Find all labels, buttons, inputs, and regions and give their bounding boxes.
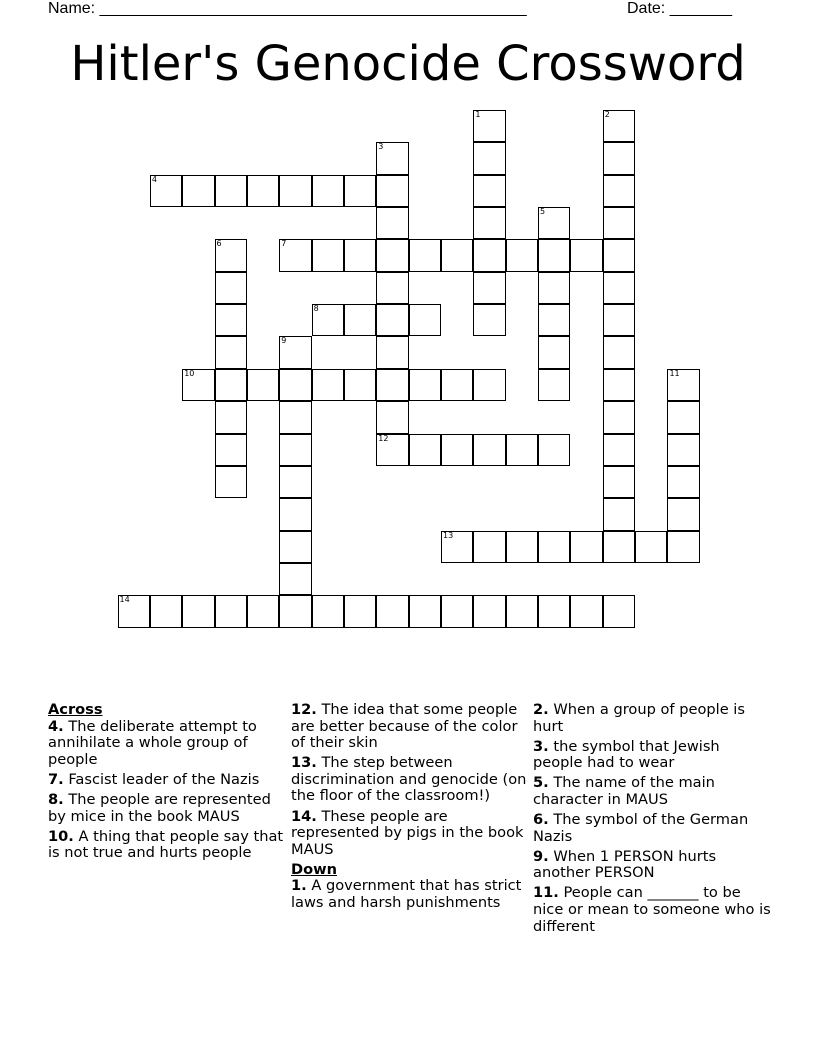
grid-cell[interactable] [376, 272, 408, 304]
cell-number: 10 [184, 368, 195, 378]
cell-number: 13 [443, 530, 454, 540]
clue-down-3: 3. the symbol that Jewish people had to wear [533, 737, 720, 772]
grid-cell[interactable] [538, 272, 570, 304]
grid-cell[interactable] [603, 110, 635, 142]
cell-number: 1 [475, 110, 481, 119]
grid-cell[interactable] [473, 110, 505, 142]
grid-cell[interactable] [603, 369, 635, 401]
cell-number: 5 [540, 207, 546, 217]
grid-cell[interactable] [376, 142, 408, 174]
clue-across-7: 7. Fascist leader of the Nazis [48, 770, 260, 788]
cell-number: 4 [151, 174, 157, 184]
grid-cell[interactable] [667, 401, 699, 433]
grid-cell[interactable] [603, 531, 635, 563]
grid-cell[interactable] [215, 595, 247, 627]
grid-cell[interactable] [376, 595, 408, 627]
grid-cell[interactable] [344, 369, 376, 401]
grid-cell[interactable] [376, 239, 408, 271]
grid-cell[interactable] [473, 434, 505, 466]
grid-cell[interactable] [667, 498, 699, 530]
grid-cell[interactable] [473, 369, 505, 401]
clue-column-2 [291, 702, 529, 915]
grid-cell[interactable] [570, 239, 602, 271]
cell-number: 7 [281, 239, 287, 249]
clue-down-1: 1. A government that has strict laws and harsh punishments [291, 877, 522, 912]
grid-cell[interactable] [279, 239, 311, 271]
grid-cell[interactable] [312, 239, 344, 271]
grid-cell[interactable] [215, 304, 247, 336]
grid-cell[interactable] [344, 595, 376, 627]
grid-cell[interactable] [312, 304, 344, 336]
grid-cell[interactable] [247, 175, 279, 207]
grid-cell[interactable] [312, 369, 344, 401]
grid-cell[interactable] [182, 369, 214, 401]
grid-cell[interactable] [538, 369, 570, 401]
clue-across-14: 14. These people are represented by pigs in the book MAUS [291, 807, 524, 858]
grid-cell[interactable] [215, 434, 247, 466]
grid-cell[interactable] [279, 498, 311, 530]
grid-cell[interactable] [344, 239, 376, 271]
cell-number: 8 [313, 304, 319, 314]
grid-cell[interactable] [538, 595, 570, 627]
grid-cell[interactable] [506, 595, 538, 627]
grid-cell[interactable] [441, 369, 473, 401]
grid-cell[interactable] [279, 336, 311, 368]
grid-cell[interactable] [376, 369, 408, 401]
grid-cell[interactable] [182, 175, 214, 207]
grid-cell[interactable] [441, 595, 473, 627]
grid-cell[interactable] [118, 595, 150, 627]
grid-cell[interactable] [635, 531, 667, 563]
cell-number: 9 [281, 336, 287, 346]
grid-cell[interactable] [538, 336, 570, 368]
grid-cell[interactable] [376, 304, 408, 336]
grid-cell[interactable] [473, 595, 505, 627]
grid-cell[interactable] [215, 466, 247, 498]
grid-cell[interactable] [538, 531, 570, 563]
clue-down-9: 9. When 1 PERSON hurts another PERSON [533, 847, 717, 882]
grid-cell[interactable] [279, 434, 311, 466]
grid-cell[interactable] [409, 434, 441, 466]
page-title: Hitler's Genocide Crossword [70, 36, 746, 92]
grid-cell[interactable] [344, 304, 376, 336]
grid-cell[interactable] [603, 498, 635, 530]
grid-cell[interactable] [279, 369, 311, 401]
grid-cell[interactable] [473, 207, 505, 239]
grid-cell[interactable] [603, 304, 635, 336]
grid-cell[interactable] [279, 563, 311, 595]
grid-cell[interactable] [603, 142, 635, 174]
grid-cell[interactable] [506, 531, 538, 563]
clue-column-3 [533, 702, 771, 939]
grid-cell[interactable] [409, 304, 441, 336]
grid-cell[interactable] [376, 336, 408, 368]
grid-cell[interactable] [279, 401, 311, 433]
grid-cell[interactable] [279, 595, 311, 627]
grid-cell[interactable] [376, 434, 408, 466]
grid-cell[interactable] [279, 531, 311, 563]
grid-cell[interactable] [441, 434, 473, 466]
grid-cell[interactable] [667, 369, 699, 401]
grid-cell[interactable] [441, 239, 473, 271]
grid-cell[interactable] [603, 207, 635, 239]
grid-cell[interactable] [667, 466, 699, 498]
grid-cell[interactable] [506, 239, 538, 271]
grid-cell[interactable] [215, 175, 247, 207]
grid-cell[interactable] [603, 272, 635, 304]
grid-cell[interactable] [247, 595, 279, 627]
grid-cell[interactable] [538, 207, 570, 239]
date-field-line: Date: _______ [627, 0, 732, 17]
cell-number: 6 [216, 239, 222, 249]
cell-number: 3 [378, 142, 384, 152]
grid-cell[interactable] [150, 595, 182, 627]
grid-cell[interactable] [279, 466, 311, 498]
clue-down-2: 2. When a group of people is hurt [533, 701, 745, 735]
grid-cell[interactable] [473, 239, 505, 271]
cell-number: 11 [669, 368, 680, 378]
clue-across-8: 8. The people are represented by mice in the book MAUS [48, 790, 271, 825]
grid-cell[interactable] [312, 595, 344, 627]
down-heading: Down [291, 860, 338, 878]
grid-cell[interactable] [473, 304, 505, 336]
grid-cell[interactable] [667, 434, 699, 466]
grid-cell[interactable] [473, 531, 505, 563]
grid-cell[interactable] [215, 401, 247, 433]
grid-cell[interactable] [473, 142, 505, 174]
grid-cell[interactable] [603, 175, 635, 207]
grid-cell[interactable] [570, 531, 602, 563]
grid-cell[interactable] [215, 239, 247, 271]
cell-number: 2 [604, 110, 610, 119]
grid-cell[interactable] [409, 369, 441, 401]
grid-cell[interactable] [409, 239, 441, 271]
grid-cell[interactable] [473, 175, 505, 207]
name-field-line: Name: ________________________________________________ [48, 0, 527, 17]
grid-cell[interactable] [376, 207, 408, 239]
grid-cell[interactable] [473, 272, 505, 304]
grid-cell[interactable] [603, 434, 635, 466]
grid-cell[interactable] [312, 175, 344, 207]
grid-cell[interactable] [603, 401, 635, 433]
grid-cell[interactable] [667, 531, 699, 563]
grid-cell[interactable] [603, 466, 635, 498]
grid-cell[interactable] [344, 175, 376, 207]
clue-down-6: 6. The symbol of the German Nazis [533, 811, 749, 845]
grid-cell[interactable] [441, 531, 473, 563]
grid-cell[interactable] [538, 304, 570, 336]
grid-cell[interactable] [376, 175, 408, 207]
clue-down-5: 5. The name of the main character in MAUS [533, 774, 715, 808]
grid-cell[interactable] [279, 175, 311, 207]
grid-cell[interactable] [150, 175, 182, 207]
clue-across-4: 4. The deliberate attempt to annihilate a whole group of people [48, 717, 257, 768]
grid-cell[interactable] [603, 336, 635, 368]
grid-cell[interactable] [538, 239, 570, 271]
cell-number: 12 [378, 433, 389, 443]
grid-cell[interactable] [570, 595, 602, 627]
grid-cell[interactable] [538, 434, 570, 466]
grid-cell[interactable] [603, 595, 635, 627]
grid-cell[interactable] [603, 239, 635, 271]
grid-cell[interactable] [215, 369, 247, 401]
clue-down-11: 11. People can _______ to be nice or mean to someone who is different [533, 884, 771, 935]
grid-cell[interactable] [215, 272, 247, 304]
grid-cell[interactable] [247, 369, 279, 401]
grid-cell[interactable] [215, 336, 247, 368]
grid-cell[interactable] [376, 401, 408, 433]
clue-across-10: 10. A thing that people say that is not true and hurts people [48, 827, 284, 862]
grid-cell[interactable] [409, 595, 441, 627]
clue-column-1 [48, 702, 286, 865]
grid-cell[interactable] [506, 434, 538, 466]
clue-across-13: 13. The step between discrimination and genocide (on the floor of the classroom!) [291, 754, 527, 805]
clue-across-12: 12. The idea that some people are better because of the color of their skin [291, 701, 518, 752]
grid-cell[interactable] [182, 595, 214, 627]
across-heading: Across [48, 701, 103, 718]
cell-number: 14 [119, 595, 130, 605]
